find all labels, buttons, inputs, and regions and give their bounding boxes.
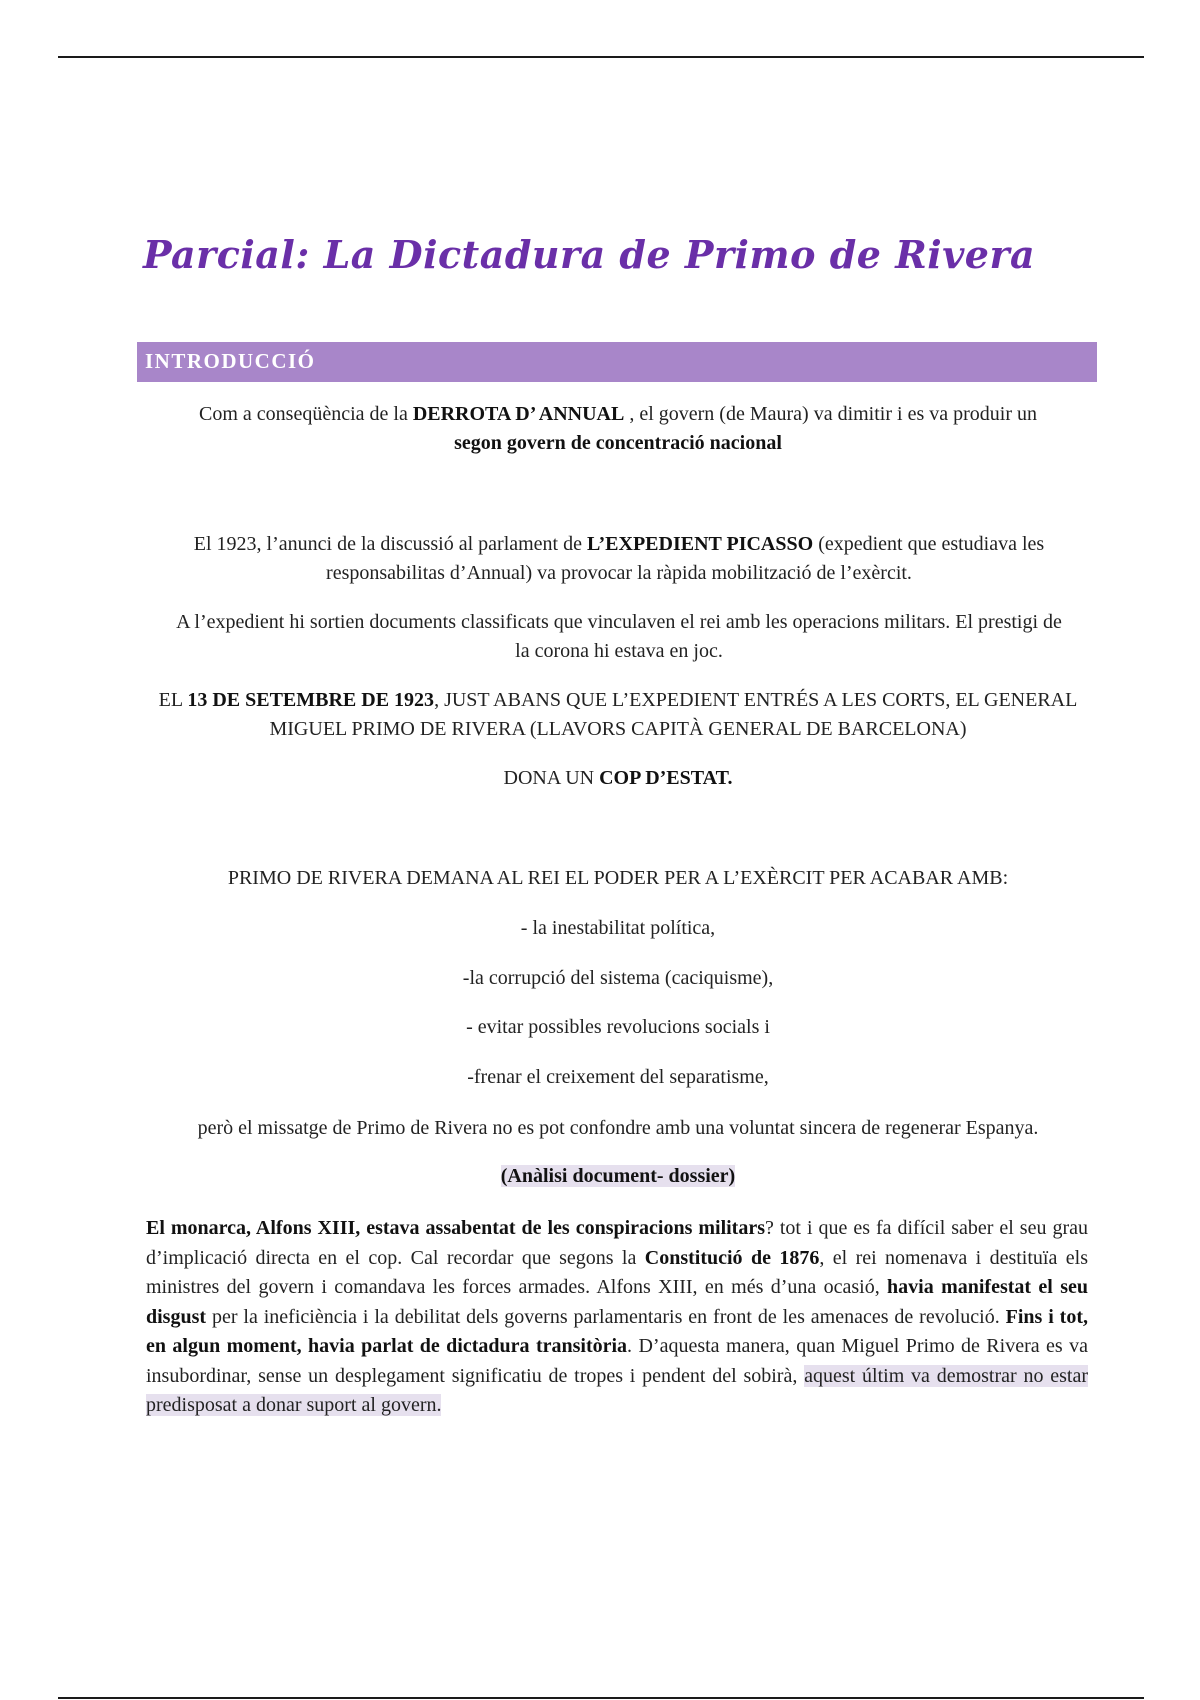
paragraph-coup-date (150, 686, 1086, 744)
paragraph-message: però el missatge de Primo de Rivera no es pot confondre amb una voluntat sincera de regenerar Espanya. (197, 1117, 1039, 1139)
bold-run: 13 DE SETEMBRE DE 1923 (187, 689, 435, 711)
paragraph-annual (140, 400, 1096, 458)
paragraph-demands: PRIMO DE RIVERA DEMANA AL REI EL PODER PER A L’EXÈRCIT PER ACABAR AMB: (227, 867, 1009, 889)
section-heading-bar (137, 342, 1097, 382)
text-run: DONA UN (503, 767, 600, 789)
dossier-note-text: (Anàlisi document- dossier) (500, 1165, 736, 1187)
text-run: EL (158, 689, 188, 711)
text-run: (expedient que estudiava les responsabilitas d’Annual) va provocar la ràpida mobilització de l’exèrcit. (326, 533, 1045, 584)
text-run: , el rei nomenava i destituïa els ministres del govern i comandava les forces armades. Alfons XIII, en més d’una ocasió, (146, 1246, 1088, 1298)
bold-run: El monarca, Alfons XIII, estava assabentat de les conspiracions militars (146, 1217, 765, 1239)
bold-run: segon govern de concentració nacional (454, 432, 782, 454)
dossier-note (140, 1162, 1096, 1191)
page-title: Parcial: La Dictadura de Primo de Rivera (143, 232, 1036, 277)
text-run: per la ineficiència i la debilitat dels governs parlamentaris en front de les amenaces de revolució. (206, 1305, 1006, 1328)
text-run: . D’aquesta manera, quan Miguel Primo de Rivera es va insubordinar, sense un desplegament significatiu de tropes i pendent del sobirà, (146, 1335, 1088, 1387)
bold-run: DERROTA D’ ANNUAL (412, 403, 625, 425)
text-run: ? tot i que es fa difícil saber el seu grau d’implicació directa en el cop. Cal recordar que segons la (146, 1217, 1088, 1269)
bold-run: L’EXPEDIENT PICASSO (587, 533, 814, 555)
bold-run: Constitució de 1876 (644, 1246, 820, 1269)
text-run: , JUST ABANS QUE L’EXPEDIENT ENTRÉS A LES CORTS, EL GENERAL MIGUEL PRIMO DE RIVERA (LLAVORS CAPITÀ GENERAL DE BARCELONA) (269, 689, 1078, 740)
text-run: Com a conseqüència de la (199, 403, 413, 425)
list-item: -la corrupció del sistema (caciquisme), (462, 967, 774, 989)
bold-run: Fins i tot, en algun moment, havia parlat de dictadura transitòria (146, 1305, 1089, 1357)
highlighted-run: aquest últim va demostrar no estar predisposat a donar suport al govern. (146, 1364, 1088, 1416)
bottom-rule (58, 1697, 1144, 1699)
paragraph-expedient (155, 530, 1083, 588)
paragraph-monarch (146, 1214, 1088, 1421)
text-run: , el govern (de Maura) va dimitir i es va produir un (624, 403, 1037, 425)
paragraph-cop-estat (140, 764, 1096, 793)
text-run: El 1923, l’anunci de la discussió al parlament de (193, 533, 587, 555)
section-heading: INTRODUCCIÓ (145, 349, 316, 373)
paragraph-documents: A l’expedient hi sortien documents classificats que vinculaven el rei amb les operacions militars. El prestigi de la corona hi estava en joc. (176, 611, 1062, 662)
bold-run: havia manifestat el seu disgust (146, 1276, 1088, 1328)
list-item: -frenar el creixement del separatisme, (467, 1066, 769, 1088)
list-item: - evitar possibles revolucions socials i (466, 1016, 770, 1038)
bold-run: COP D’ESTAT. (599, 767, 733, 789)
top-rule (58, 56, 1144, 58)
list-item: - la inestabilitat política, (520, 917, 716, 939)
